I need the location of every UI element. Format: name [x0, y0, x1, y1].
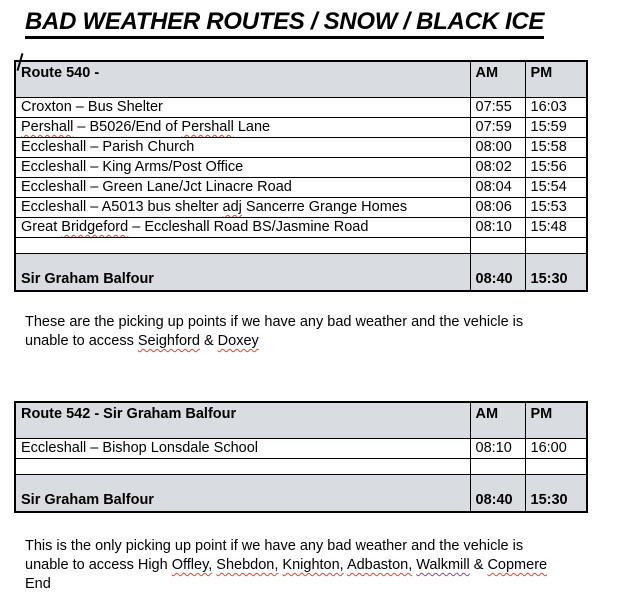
route-540-header-row — [15, 61, 587, 97]
am-time-cell: 07:59 — [470, 117, 525, 137]
text-segment: unable to access — [25, 333, 138, 349]
school-name-cell: Sir Graham Balfour — [15, 474, 470, 512]
route-542-table — [14, 401, 588, 513]
am-column-header: AM — [470, 61, 525, 97]
pm-column-header: PM — [525, 61, 587, 97]
text-segment: Eccleshall – Green Lane/Jct Linacre Road — [21, 179, 292, 195]
pm-time-cell: 16:03 — [525, 97, 587, 117]
stop-name-cell — [15, 157, 470, 177]
stop-name-cell — [15, 177, 470, 197]
stop-name-cell — [15, 438, 470, 458]
stop-row — [15, 137, 587, 157]
spacer-row — [15, 458, 587, 474]
misspelled-word: Pershall — [181, 119, 234, 135]
stop-name-cell — [15, 137, 470, 157]
pm-time-cell: 15:30 — [525, 253, 587, 291]
misspelled-word: Shebdon, — [216, 557, 279, 573]
stop-name-cell — [15, 237, 470, 253]
text-segment: unable to access High — [25, 557, 172, 573]
am-column-header: AM — [470, 402, 525, 438]
text-segment: Sancerre Grange Homes — [241, 199, 408, 215]
pm-time-cell: 15:58 — [525, 137, 587, 157]
am-time-cell: 08:10 — [470, 217, 525, 237]
misspelled-word: adj — [222, 199, 242, 215]
text-segment: – Eccleshall Road BS/Jasmine Road — [128, 219, 369, 235]
document-page — [0, 8, 624, 601]
stop-name-cell — [15, 97, 470, 117]
pm-time-cell: 15:56 — [525, 157, 587, 177]
route-542-rows — [15, 438, 587, 474]
pm-time-cell — [525, 237, 587, 253]
route-540-table — [14, 60, 588, 292]
stop-row — [15, 438, 587, 458]
misspelled-word: Seighford — [137, 333, 200, 349]
pm-time-cell: 15:48 — [525, 217, 587, 237]
stop-row — [15, 197, 587, 217]
misspelled-word: Offley, — [171, 557, 213, 573]
note-route542 — [25, 537, 624, 594]
route-540-footer-row — [15, 253, 587, 291]
misspelled-word: Pershall — [21, 119, 74, 135]
pm-time-cell: 16:00 — [525, 438, 587, 458]
misspelled-word: Walkmill — [416, 557, 470, 573]
text-segment: Eccleshall – Bishop Lonsdale School — [21, 440, 258, 456]
text-segment: & — [199, 333, 218, 349]
stop-row — [15, 157, 587, 177]
text-segment: Eccleshall – King Arms/Post Office — [21, 159, 244, 175]
spacer-row — [15, 237, 587, 253]
misspelled-word: Knighton, — [282, 557, 344, 573]
stop-name-cell — [15, 117, 470, 137]
route-540-rows — [15, 97, 587, 253]
pm-time-cell: 15:30 — [525, 474, 587, 512]
text-segment: This is the only picking up point if we have any bad weather and the vehicle is — [25, 538, 524, 554]
text-segment: Eccleshall – A5013 bus shelter — [21, 199, 223, 215]
am-time-cell: 07:55 — [470, 97, 525, 117]
misspelled-word: Adbaston, — [346, 557, 413, 573]
am-time-cell — [470, 458, 525, 474]
am-time-cell: 08:04 — [470, 177, 525, 197]
text-segment: & — [469, 557, 488, 573]
pm-time-cell — [525, 458, 587, 474]
misspelled-word: Copmere — [487, 557, 548, 573]
stop-row — [15, 177, 587, 197]
stop-name-cell — [15, 458, 470, 474]
route-540-title-cell: Route 540 - — [15, 61, 470, 97]
text-segment: Lane — [233, 119, 271, 135]
text-segment: End — [25, 576, 51, 592]
note-route540 — [25, 313, 624, 351]
am-time-cell: 08:02 — [470, 157, 525, 177]
stop-name-cell — [15, 217, 470, 237]
am-time-cell: 08:40 — [470, 253, 525, 291]
text-segment: Great — [21, 219, 62, 235]
page-title: BAD WEATHER ROUTES / SNOW / BLACK ICE — [25, 8, 544, 39]
pm-column-header: PM — [525, 402, 587, 438]
route-542-footer-row — [15, 474, 587, 512]
stop-row — [15, 117, 587, 137]
text-segment: Eccleshall – Parish Church — [21, 139, 195, 155]
misspelled-word: Bridgeford — [61, 219, 129, 235]
text-segment: Croxton – Bus Shelter — [21, 99, 163, 115]
school-name-cell: Sir Graham Balfour — [15, 253, 470, 291]
pm-time-cell: 15:53 — [525, 197, 587, 217]
am-time-cell: 08:00 — [470, 137, 525, 157]
text-segment: These are the picking up points if we have any bad weather and the vehicle is — [25, 314, 524, 330]
pm-time-cell: 15:59 — [525, 117, 587, 137]
title-wrap — [25, 8, 624, 39]
am-time-cell — [470, 237, 525, 253]
pm-time-cell: 15:54 — [525, 177, 587, 197]
stop-row — [15, 217, 587, 237]
am-time-cell: 08:40 — [470, 474, 525, 512]
stop-name-cell — [15, 197, 470, 217]
am-time-cell: 08:10 — [470, 438, 525, 458]
am-time-cell: 08:06 — [470, 197, 525, 217]
text-segment: – B5026/End of — [73, 119, 182, 135]
misspelled-word: Doxey — [217, 333, 259, 349]
route-542-header-row — [15, 402, 587, 438]
stop-row — [15, 97, 587, 117]
route-542-title-cell: Route 542 - Sir Graham Balfour — [15, 402, 470, 438]
